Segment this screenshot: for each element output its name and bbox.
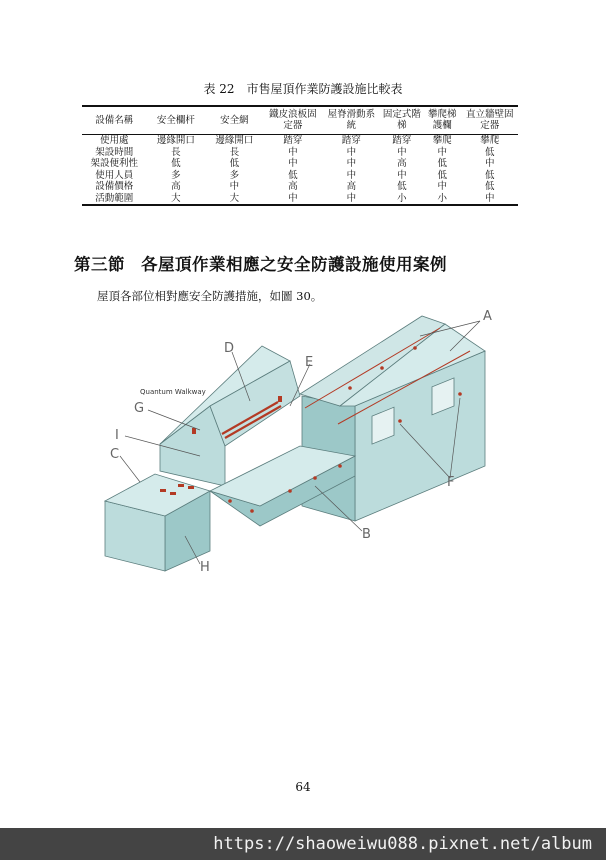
table-cell: 低	[397, 181, 407, 193]
table-cell: 大	[147, 193, 206, 206]
table-cell: 中	[484, 158, 495, 170]
table-cell: 小	[423, 193, 461, 206]
table-row	[82, 135, 518, 147]
table-cell: 邊緣開口	[215, 135, 254, 147]
header-cell: 設備名稱	[82, 106, 147, 135]
roof-anchor-marker	[188, 486, 194, 489]
table-cell: 中	[397, 169, 407, 181]
label-b: B	[362, 527, 371, 542]
table-cell: 大	[205, 193, 264, 206]
anchor-point	[228, 499, 232, 503]
table-cell: 使用人員	[95, 169, 134, 181]
table-cell: 中	[322, 193, 381, 206]
table-cell: 中	[264, 193, 323, 206]
roof-safety-illustration	[100, 306, 510, 576]
table-cell: 踏穿	[392, 135, 412, 147]
table-row	[82, 147, 518, 159]
anchor-point	[250, 509, 254, 513]
table-cell: 低	[288, 169, 298, 181]
header-cell: 攀爬梯護欄	[423, 106, 461, 135]
label-e: E	[305, 355, 314, 370]
table-cell: 低	[437, 158, 447, 170]
table-cell: 中	[437, 146, 447, 158]
table-cell: 高	[288, 181, 298, 193]
intro-paragraph: 屋頂各部位相對應安全防護措施，如圖 30。	[97, 289, 323, 303]
table-caption: 表 22 市售屋頂作業防護設施比較表	[203, 82, 403, 96]
table-cell: 踏穿	[341, 135, 361, 147]
table-cell: 中	[397, 146, 407, 158]
table-cell: 低	[437, 169, 447, 181]
comparison-table	[82, 105, 518, 206]
anchor-point	[380, 366, 384, 370]
callout-line	[120, 456, 140, 482]
table-row	[82, 170, 518, 182]
table-cell: 低	[484, 146, 495, 158]
label-i: I	[115, 428, 119, 443]
table-cell: 邊緣開口	[156, 135, 195, 147]
table-cell: 高	[346, 181, 357, 193]
table-cell: 設備價格	[95, 181, 134, 193]
label-a: A	[483, 309, 492, 324]
table-cell: 多	[171, 169, 181, 181]
table-row	[82, 193, 518, 206]
label-h: H	[200, 560, 210, 575]
label-d: D	[224, 341, 235, 356]
section-title: 各屋頂作業相應之安全防護設施使用案例	[141, 255, 447, 274]
table-row	[82, 158, 518, 170]
table-cell: 低	[484, 169, 495, 181]
anchor-point	[458, 392, 462, 396]
anchor-point	[288, 489, 292, 493]
section-number: 第三節	[74, 255, 125, 274]
watermark-url: https://shaoweiwu088.pixnet.net/album	[0, 828, 606, 860]
anchor-point	[338, 464, 342, 468]
label-g: G	[134, 401, 145, 416]
header-cell: 安全欄杆	[147, 106, 206, 135]
roof-anchor-marker	[192, 428, 196, 434]
table-cell: 小	[381, 193, 423, 206]
table-cell: 架設時間	[95, 146, 134, 158]
table-cell: 高	[397, 158, 407, 170]
roof-anchor-marker	[170, 492, 176, 495]
walkway-label: Quantum Walkway	[140, 388, 206, 396]
section-heading	[74, 251, 463, 275]
table-row	[82, 181, 518, 193]
header-cell: 直立牆壁固定器	[461, 106, 518, 135]
table-cell: 低	[484, 181, 495, 193]
table-cell: 中	[346, 146, 357, 158]
table-cell: 中	[346, 158, 357, 170]
header-cell: 鐵皮浪板固定器	[264, 106, 323, 135]
table-cell: 攀爬	[480, 135, 500, 147]
roof-anchor-marker	[178, 484, 184, 487]
table-cell: 使用處	[100, 135, 129, 147]
table-cell: 中	[288, 146, 298, 158]
anchor-point	[413, 346, 417, 350]
anchor-point	[398, 419, 402, 423]
table-cell: 中	[288, 158, 298, 170]
table-cell: 低	[171, 158, 181, 170]
anchor-point	[313, 476, 317, 480]
label-c: C	[110, 447, 120, 462]
header-cell: 屋脊滑動系統	[322, 106, 381, 135]
table-cell: 中	[229, 181, 240, 193]
table-cell: 低	[229, 158, 240, 170]
table-cell: 長	[171, 146, 181, 158]
table-cell: 高	[171, 181, 181, 193]
table-cell: 中	[437, 181, 447, 193]
table-header-row	[82, 106, 518, 135]
table-cell: 中	[346, 169, 357, 181]
roof-anchor-marker	[278, 396, 282, 402]
table-cell: 中	[461, 193, 518, 206]
label-f: F	[447, 475, 455, 490]
anchor-point	[348, 386, 352, 390]
roof-anchor-marker	[160, 489, 166, 492]
table-cell: 活動範圍	[82, 193, 147, 206]
header-cell: 固定式階梯	[381, 106, 423, 135]
header-cell: 安全網	[205, 106, 264, 135]
table-cell: 攀爬	[432, 135, 452, 147]
table-cell: 長	[229, 146, 240, 158]
table-cell: 踏穿	[283, 135, 303, 147]
page-number: 64	[295, 780, 311, 794]
table-cell: 架設便利性	[90, 158, 139, 170]
table-cell: 多	[229, 169, 240, 181]
